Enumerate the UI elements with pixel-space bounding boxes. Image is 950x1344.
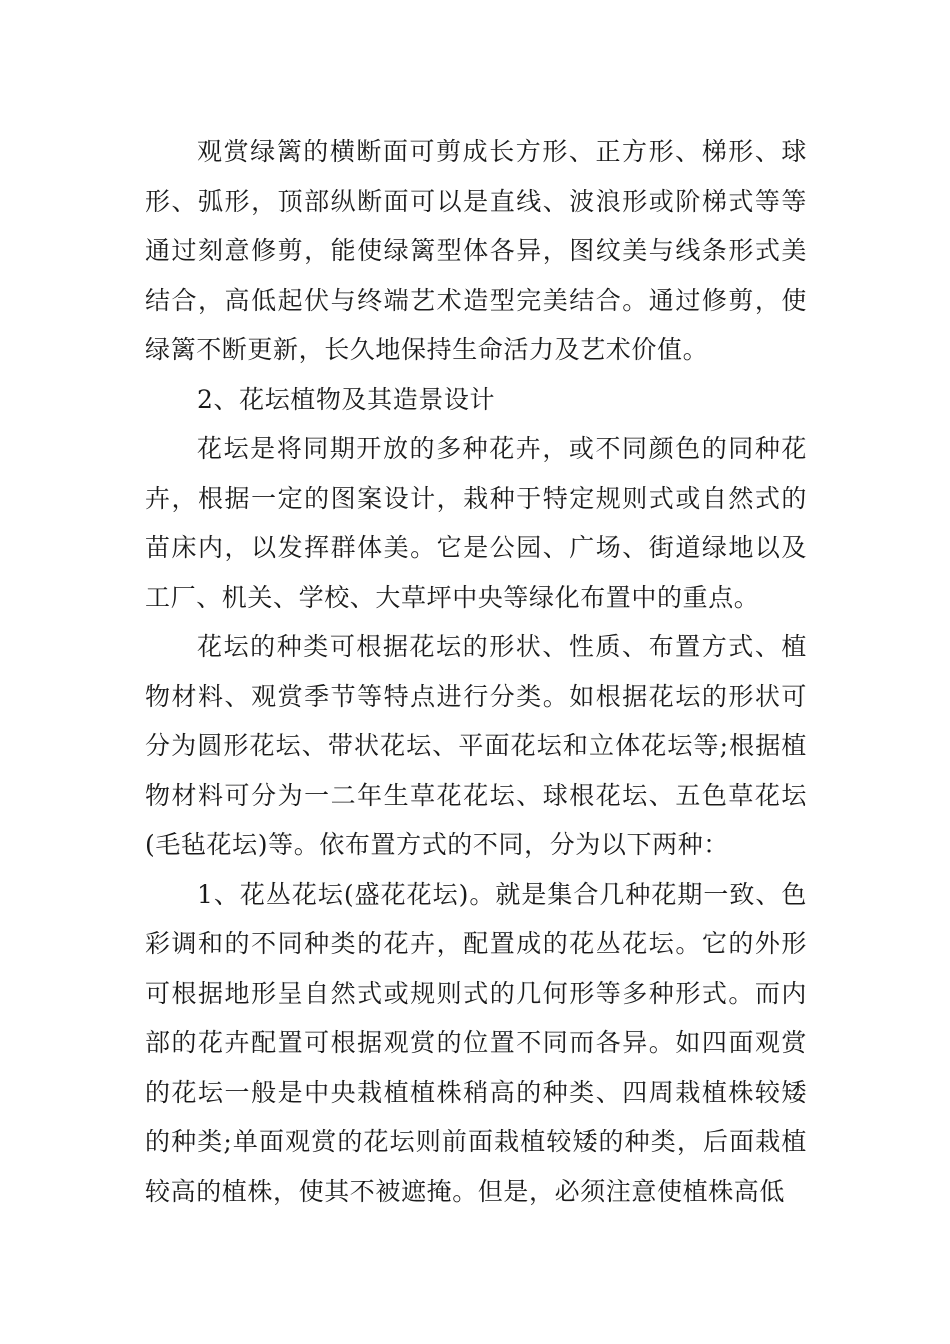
body-text (145, 127, 807, 1216)
section-heading-flowerbed: 2、花坛植物及其造景设计 (197, 384, 496, 414)
paragraph-hedge-shapes: 观赏绿篱的横断面可剪成长方形、正方形、梯形、球形、弧形，顶部纵断面可以是直线、波浪形或阶梯式等等通过刻意修剪，能使绿篱型体各异，图纹美与线条形式美结合，高低起伏与终端艺术造型完美结合。通过修剪，使绿篱不断更新，长久地保持生命活力及艺术价值。 (145, 137, 807, 364)
paragraph-flowerbed-types: 花坛的种类可根据花坛的形状、性质、布置方式、植物材料、观赏季节等特点进行分类。如根据花坛的形状可分为圆形花坛、带状花坛、平面花坛和立体花坛等;根据植物材料可分为一二年生草花花坛、球根花坛、五色草花坛(毛毡花坛)等。依布置方式的不同，分为以下两种： (145, 632, 807, 859)
paragraph-flowerbed-definition: 花坛是将同期开放的多种花卉，或不同颜色的同种花卉，根据一定的图案设计，栽种于特定规则式或自然式的苗床内，以发挥群体美。它是公园、广场、街道绿地以及工厂、机关、学校、大草坪中央等绿化布置中的重点。 (145, 434, 807, 612)
paragraph-flower-cluster-bed: 1、花丛花坛(盛花花坛)。就是集合几种花期一致、色彩调和的不同种类的花卉，配置成的花丛花坛。它的外形可根据地形呈自然式或规则式的几何形等多种形式。而内部的花卉配置可根据观赏的位置不同而各异。如四面观赏的花坛一般是中央栽植植株稍高的种类、四周栽植株较矮的种类;单面观赏的花坛则前面栽植较矮的种类，后面栽植较高的植株，使其不被遮掩。但是，必须注意使植株高低 (145, 879, 807, 1206)
